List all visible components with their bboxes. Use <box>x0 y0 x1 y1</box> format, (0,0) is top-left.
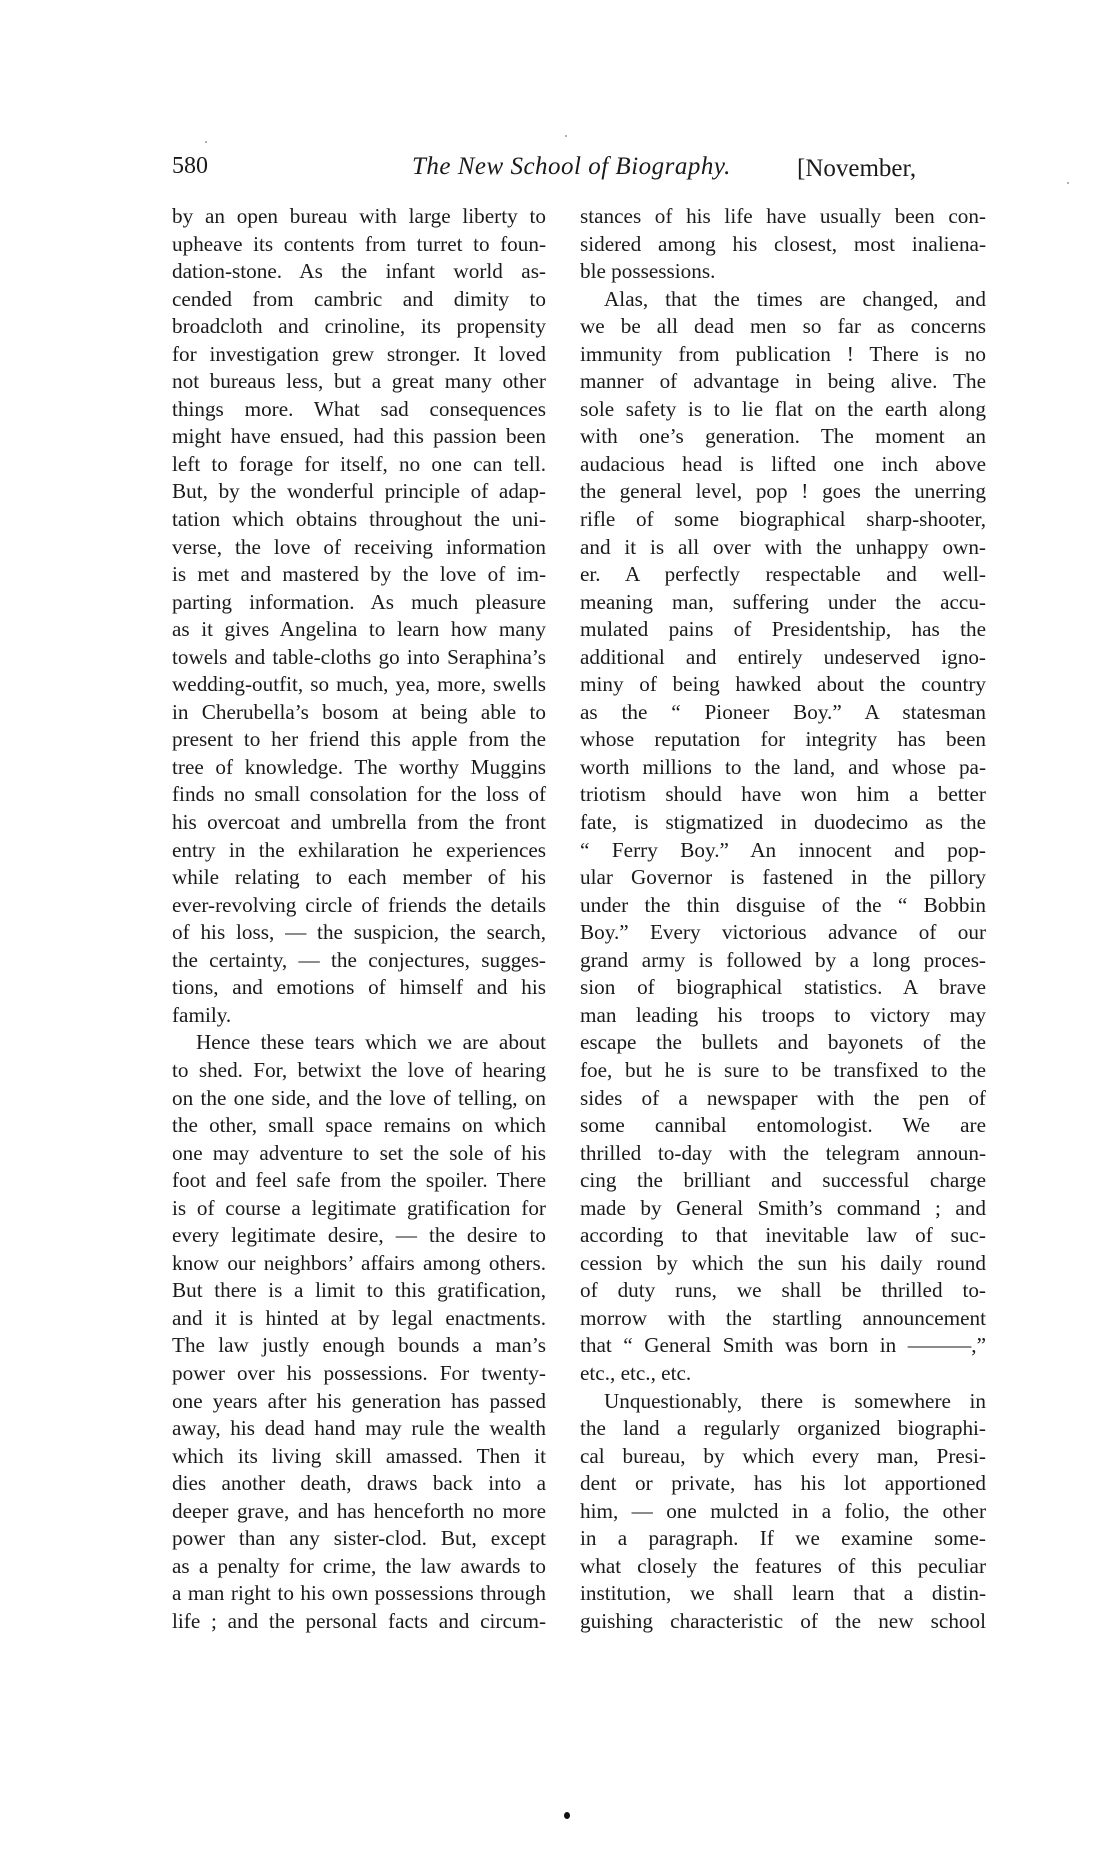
text-line: cal bureau, by which every man, Presi- <box>580 1443 986 1468</box>
text-line: additional and entirely undeserved igno- <box>580 644 986 669</box>
text-line: triotism should have won him a better <box>580 782 986 807</box>
text-line: tions, and emotions of himself and his <box>172 975 546 1000</box>
text-line: dies another death, draws back into a <box>172 1471 546 1496</box>
text-line: of duty runs, we shall be thrilled to- <box>580 1278 986 1303</box>
page-number: 580 <box>172 153 208 179</box>
text-line: The law justly enough bounds a man’s <box>172 1333 546 1358</box>
paper-speck <box>205 141 207 143</box>
text-line: sidered among his closest, most inaliena- <box>580 231 986 256</box>
text-line: thrilled to-day with the telegram announ- <box>580 1140 986 1165</box>
text-line: on the one side, and the love of telling, on <box>172 1085 546 1110</box>
text-line: is met and mastered by the love of im- <box>172 562 546 587</box>
text-line: But there is a limit to this gratification, <box>172 1278 546 1303</box>
text-line: dation-stone. As the infant world as- <box>172 259 546 284</box>
text-line: cended from cambric and dimity to <box>172 286 546 311</box>
text-line: power over his possessions. For twenty- <box>172 1360 546 1385</box>
text-line: in a paragraph. If we examine some- <box>580 1526 986 1551</box>
text-line: under the thin disguise of the “ Bobbin <box>580 892 986 917</box>
text-line: parting information. As much pleasure <box>172 589 546 614</box>
text-line: that “ General Smith was born in ———,” <box>580 1333 986 1358</box>
running-date: [November, <box>797 155 917 182</box>
text-line: fate, is stigmatized in duodecimo as the <box>580 810 986 835</box>
running-title: The New School of Biography. <box>412 153 731 180</box>
text-line: for investigation grew stronger. It loved <box>172 341 546 366</box>
text-line: sion of biographical statistics. A brave <box>580 975 986 1000</box>
text-line: ever-revolving circle of friends the details <box>172 892 546 917</box>
text-line: some cannibal entomologist. We are <box>580 1113 986 1138</box>
text-line: escape the bullets and bayonets of the <box>580 1030 986 1055</box>
right-column <box>580 203 986 1635</box>
text-line: not bureaus less, but a great many other <box>172 369 546 394</box>
text-line: miny of being hawked about the country <box>580 672 986 697</box>
text-line: sides of a newspaper with the pen of <box>580 1085 986 1110</box>
text-line: entry in the exhilaration he experiences <box>172 837 546 862</box>
text-line: guishing characteristic of the new school <box>580 1608 986 1633</box>
text-line: away, his dead hand may rule the wealth <box>172 1416 546 1441</box>
text-line: which its living skill amassed. Then it <box>172 1443 546 1468</box>
left-column <box>172 203 546 1635</box>
paper-speck <box>565 135 567 137</box>
text-line: things more. What sad consequences <box>172 396 546 421</box>
text-line: to shed. For, betwixt the love of hearing <box>172 1057 546 1082</box>
text-line: him, — one mulcted in a folio, the other <box>580 1498 986 1523</box>
text-line: manner of advantage in being alive. The <box>580 369 986 394</box>
text-line: the land a regularly organized biographi- <box>580 1416 986 1441</box>
text-line: But, by the wonderful principle of adap- <box>172 479 546 504</box>
text-line: whose reputation for integrity has been <box>580 727 986 752</box>
text-line: one may adventure to set the sole of his <box>172 1140 546 1165</box>
text-line: immunity from publication ! There is no <box>580 341 986 366</box>
text-line: as the “ Pioneer Boy.” A statesman <box>580 699 986 724</box>
text-line: grand army is followed by a long proces- <box>580 947 986 972</box>
text-line: with one’s generation. The moment an <box>580 424 986 449</box>
text-line: tation which obtains throughout the uni- <box>172 507 546 532</box>
ink-dot-mark <box>564 1812 570 1819</box>
text-line: mulated pains of Presidentship, has the <box>580 617 986 642</box>
text-line: verse, the love of receiving information <box>172 534 546 559</box>
text-line: Alas, that the times are changed, and <box>604 286 986 311</box>
text-line: cing the brilliant and successful charge <box>580 1168 986 1193</box>
text-line: wedding-outfit, so much, yea, more, swells <box>172 672 546 697</box>
text-line: and it is hinted at by legal enactments. <box>172 1305 546 1330</box>
text-line: a man right to his own possessions through <box>172 1581 546 1606</box>
text-line: one years after his generation has passed <box>172 1388 546 1413</box>
text-line: finds no small consolation for the loss of <box>172 782 546 807</box>
text-line: the certainty, — the conjectures, sugges- <box>172 947 546 972</box>
text-line: his overcoat and umbrella from the front <box>172 810 546 835</box>
text-line: the other, small space remains on which <box>172 1113 546 1138</box>
text-line: while relating to each member of his <box>172 865 546 890</box>
text-line: life ; and the personal facts and circum- <box>172 1608 546 1633</box>
text-line: Unquestionably, there is somewhere in <box>604 1388 986 1413</box>
text-line: as it gives Angelina to learn how many <box>172 617 546 642</box>
text-line: sole safety is to lie flat on the earth along <box>580 396 986 421</box>
text-line: Hence these tears which we are about <box>196 1030 546 1055</box>
text-line: foe, but he is sure to be transfixed to the <box>580 1057 986 1082</box>
text-line: institution, we shall learn that a distin- <box>580 1581 986 1606</box>
text-line: as a penalty for crime, the law awards to <box>172 1553 546 1578</box>
text-line: morrow with the startling announcement <box>580 1305 986 1330</box>
text-line: foot and feel safe from the spoiler. There <box>172 1168 546 1193</box>
text-line: stances of his life have usually been con- <box>580 204 986 228</box>
text-line: and it is all over with the unhappy own- <box>580 534 986 559</box>
text-line: in Cherubella’s bosom at being able to <box>172 699 546 724</box>
text-line: is of course a legitimate gratification for <box>172 1195 546 1220</box>
text-line: according to that inevitable law of suc- <box>580 1223 986 1248</box>
paper-speck <box>1067 182 1069 184</box>
text-line: tree of knowledge. The worthy Muggins <box>172 754 546 779</box>
text-line: ular Governor is fastened in the pillory <box>580 865 986 890</box>
text-line: man leading his troops to victory may <box>580 1002 986 1027</box>
text-line: family. <box>172 1002 232 1027</box>
text-line: cession by which the sun his daily round <box>580 1250 986 1275</box>
text-line: meaning man, suffering under the accu- <box>580 589 986 614</box>
text-line: what closely the features of this peculiar <box>580 1553 986 1578</box>
text-line: we be all dead men so far as concerns <box>580 314 986 339</box>
text-line: ble possessions. <box>580 259 716 284</box>
text-line: Boy.” Every victorious advance of our <box>580 920 986 945</box>
text-line: worth millions to the land, and whose pa- <box>580 754 986 779</box>
text-line: “ Ferry Boy.” An innocent and pop- <box>580 837 986 862</box>
text-line: every legitimate desire, — the desire to <box>172 1223 546 1248</box>
text-line: towels and table-cloths go into Seraphina’s <box>172 644 546 669</box>
text-line: upheave its contents from turret to foun- <box>172 231 546 256</box>
text-line: broadcloth and crinoline, its propensity <box>172 314 546 339</box>
text-line: made by General Smith’s command ; and <box>580 1195 986 1220</box>
running-head <box>172 153 1002 193</box>
text-line: deeper grave, and has henceforth no more <box>172 1498 546 1523</box>
text-line: by an open bureau with large liberty to <box>172 204 546 228</box>
text-line: present to her friend this apple from the <box>172 727 546 752</box>
text-line: rifle of some biographical sharp-shooter, <box>580 507 986 532</box>
text-line: the general level, pop ! goes the unerring <box>580 479 986 504</box>
text-line: power than any sister-clod. But, except <box>172 1526 546 1551</box>
text-line: of his loss, — the suspicion, the search, <box>172 920 546 945</box>
text-line: audacious head is lifted one inch above <box>580 451 986 476</box>
text-line: dent or private, has his lot apportioned <box>580 1471 986 1496</box>
text-line: left to forage for itself, no one can tell. <box>172 451 546 476</box>
text-line: know our neighbors’ affairs among others. <box>172 1250 546 1275</box>
text-line: etc., etc., etc. <box>580 1360 692 1385</box>
text-line: er. A perfectly respectable and well- <box>580 562 986 587</box>
text-line: might have ensued, had this passion been <box>172 424 546 449</box>
